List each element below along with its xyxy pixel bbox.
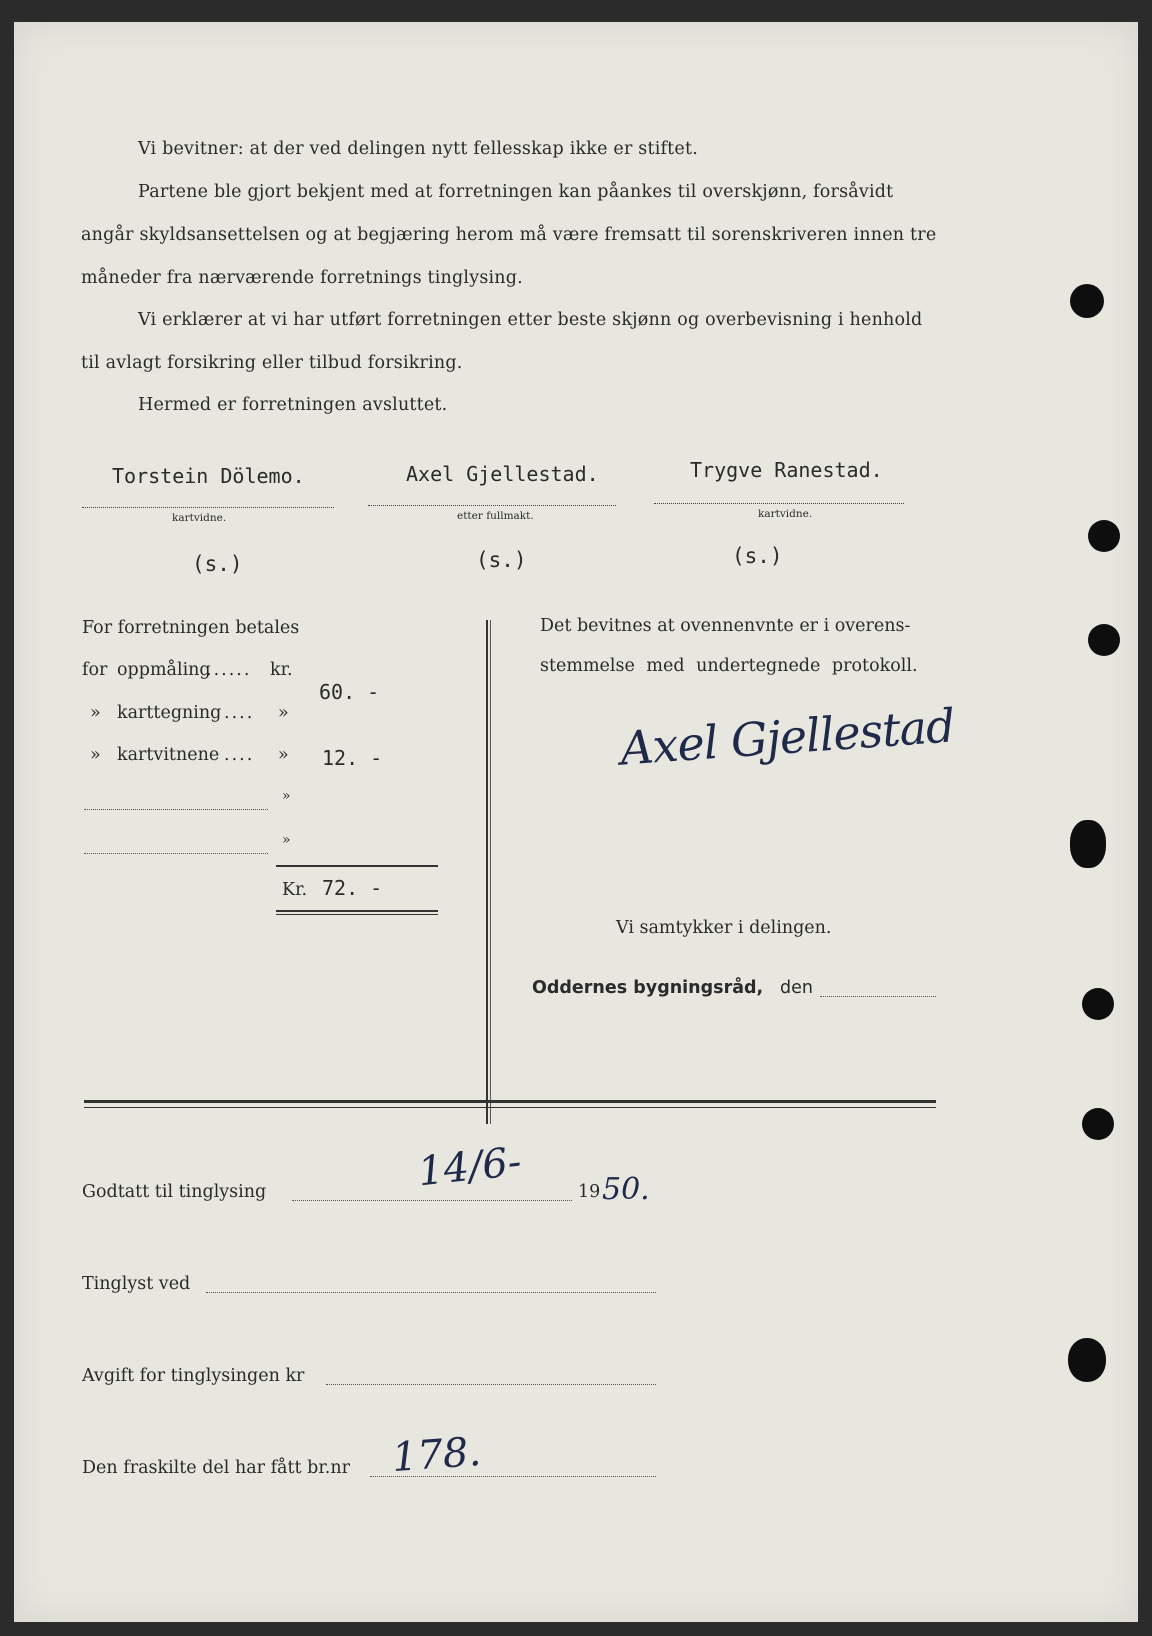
column-divider-inner [490,620,491,1124]
signature-name-3: Trygve Ranestad. [690,458,883,482]
paragraph-1: Vi bevitner: at der ved delingen nytt fellesskap ikke er stiftet. [138,139,698,159]
handwritten-signature: Axel Gjellestad [618,698,957,776]
paragraph-3-line-2: til avlagt forsikring eller tilbud forsikring. [81,353,463,373]
fee-row-2-leader: .... [224,703,255,723]
fee-row-2-prefix: » [90,703,101,723]
fee-total-double-rule [276,910,438,915]
fee-row-1-leader: ...... [206,660,252,680]
fee-row-3-amount: 12. - [322,746,383,770]
consent-text: Vi samtykker i delingen. [616,918,832,938]
tinglyst-label: Tinglyst ved [82,1274,191,1294]
section-rule-top [84,1100,936,1103]
godtatt-handwritten-date: 14/6- [415,1138,524,1196]
signature-mark-3: (s.) [732,544,783,568]
fee-row-1-amount: 60. - [319,680,380,704]
council-date-line [820,996,936,997]
paragraph-4: Hermed er forretningen avsluttet. [138,395,448,415]
godtatt-date-line [292,1200,572,1201]
fee-sum-rule [276,865,438,867]
fee-total-amount: 72. - [322,876,383,900]
signature-line-3 [654,503,904,504]
paragraph-2-line-3: måneder fra nærværende forretnings tinglysing. [81,268,523,288]
certification-line-2: stemmelse med undertegnede protokoll. [540,656,918,676]
fee-blank-line-1 [84,809,268,810]
signature-line-2 [368,505,616,506]
fee-row-5-unit: » [282,832,291,848]
signature-role-3: kartvidne. [758,508,813,520]
signature-mark-2: (s.) [476,548,527,572]
fee-total-label: Kr. [282,880,308,900]
punch-hole-3 [1088,624,1120,656]
certification-line-1: Det bevitnes at ovennenvnte er i overens- [540,616,911,636]
paragraph-2-line-2: angår skyldsansettelsen og at begjæring herom må være fremsatt til sorenskriveren innen tre [81,225,937,245]
fee-row-3-leader: .... [224,745,255,765]
signature-name-1: Torstein Dölemo. [112,464,305,488]
council-name: Oddernes bygningsråd, [532,978,764,998]
fee-row-1-label: oppmåling [117,660,211,680]
brnr-handwritten: 178. [390,1428,483,1482]
punch-hole-5 [1082,988,1114,1020]
punch-hole-6 [1082,1108,1114,1140]
fee-row-1-prefix: for [82,660,108,680]
fee-row-4-unit: » [282,788,291,804]
document-page [14,22,1138,1622]
punch-hole-1 [1070,284,1104,318]
fees-heading: For forretningen betales [82,618,300,638]
brnr-label: Den fraskilte del har fått br.nr [82,1458,350,1478]
year-printed: 19 [578,1182,601,1202]
punch-hole-7 [1068,1338,1106,1382]
fee-row-2-unit: » [278,703,289,723]
council-den: den [780,978,813,998]
fee-row-1-unit: kr. [270,660,293,680]
column-divider [486,620,488,1124]
signature-mark-1: (s.) [192,552,243,576]
avgift-label: Avgift for tinglysingen kr [82,1366,305,1386]
fee-row-2-label: karttegning [117,703,222,723]
punch-hole-2 [1088,520,1120,552]
signature-line-1 [82,507,334,508]
signature-role-2: etter fullmakt. [457,510,534,522]
paragraph-3-line-1: Vi erklærer at vi har utført forretningen etter beste skjønn og overbevisning i henhold [138,310,923,330]
punch-hole-4 [1070,820,1106,868]
tinglyst-line [206,1292,656,1293]
year-handwritten: 50. [602,1172,650,1207]
fee-row-3-label: kartvitnene [117,745,220,765]
fee-blank-line-2 [84,853,268,854]
paragraph-2-line-1: Partene ble gjort bekjent med at forretningen kan påankes til overskjønn, forsåvidt [138,182,894,202]
fee-row-3-unit: » [278,745,289,765]
godtatt-label: Godtatt til tinglysing [82,1182,267,1202]
signature-name-2: Axel Gjellestad. [406,462,599,486]
signature-role-1: kartvidne. [172,512,227,524]
fee-row-3-prefix: » [90,745,101,765]
section-rule-bottom [84,1107,936,1108]
avgift-line [326,1384,656,1385]
